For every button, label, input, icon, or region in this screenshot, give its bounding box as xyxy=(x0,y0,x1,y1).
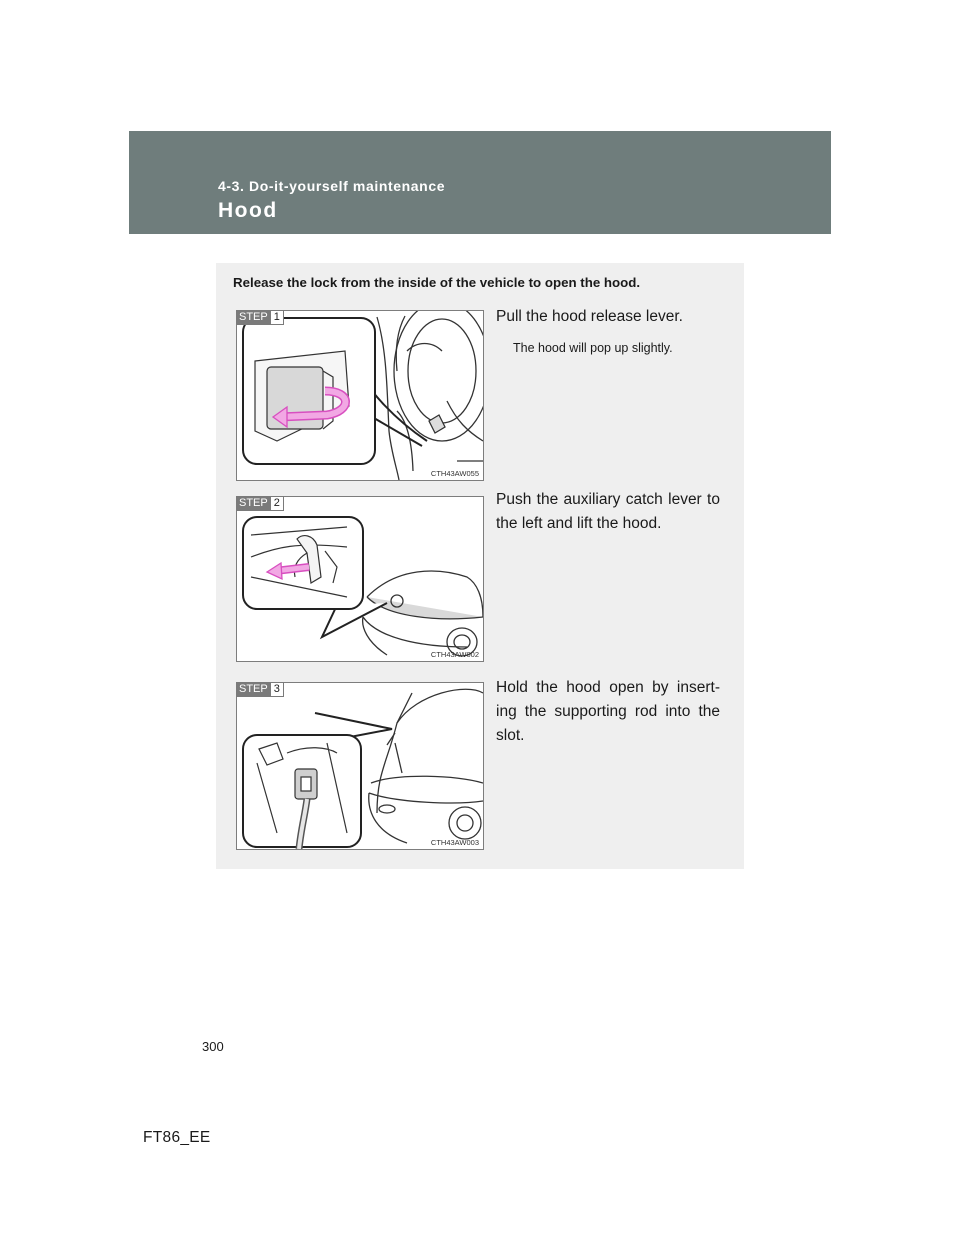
auxiliary-catch-lever-illustration xyxy=(237,497,483,661)
step-badge-number: 3 xyxy=(271,682,284,697)
step-badge-3 xyxy=(236,682,284,697)
support-rod-illustration xyxy=(237,683,483,849)
step-badge-number: 1 xyxy=(271,310,284,325)
step-1-note: The hood will pop up slightly. xyxy=(513,341,673,355)
document-code: FT86_EE xyxy=(143,1129,211,1146)
step-badge-label: STEP xyxy=(236,682,271,697)
step-1-text: Pull the hood release lever. xyxy=(496,308,683,325)
step-badge-1 xyxy=(236,310,284,325)
intro-text: Release the lock from the inside of the vehicle to open the hood. xyxy=(233,275,641,290)
step-badge-2 xyxy=(236,496,284,511)
section-header xyxy=(129,131,831,234)
step-1-figure xyxy=(236,310,484,481)
figure-code: CTH43AW002 xyxy=(430,650,479,659)
step-2-text: Push the auxiliary catch lever to the left and lift the hood. xyxy=(496,491,720,532)
step-badge-label: STEP xyxy=(236,310,271,325)
figure-code: CTH43AW055 xyxy=(430,469,479,478)
figure-code: CTH43AW003 xyxy=(430,838,479,847)
page-title: Hood xyxy=(218,199,278,222)
instruction-panel xyxy=(216,263,744,869)
step-badge-label: STEP xyxy=(236,496,271,511)
step-2-figure xyxy=(236,496,484,662)
section-label: 4-3. Do-it-yourself maintenance xyxy=(218,178,446,194)
page-number: 300 xyxy=(202,1039,224,1054)
step-3-text: Hold the hood open by insert-ing the supporting rod into the slot. xyxy=(496,679,720,744)
step-3-figure xyxy=(236,682,484,850)
step-badge-number: 2 xyxy=(271,496,284,511)
hood-release-lever-illustration xyxy=(237,311,483,480)
